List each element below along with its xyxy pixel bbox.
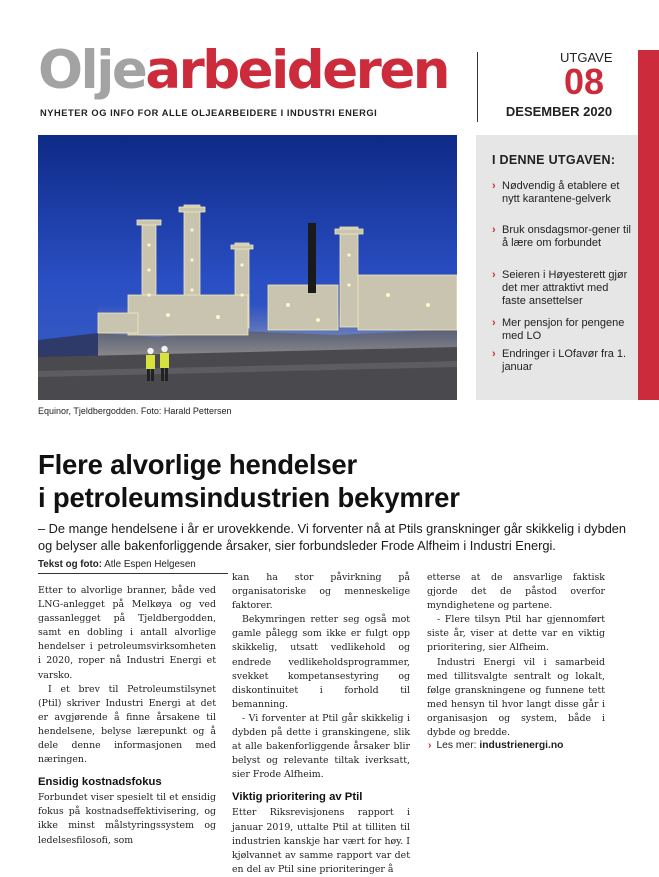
chevron-right-icon: › — [492, 224, 496, 236]
article-headline — [38, 448, 628, 514]
sidebar-item[interactable]: › Bruk onsdagsmor-gener til å lære om forbundet — [492, 224, 632, 250]
issue-date: DESEMBER 2020 — [505, 104, 613, 119]
paragraph: etterse at de ansvarlige faktisk gjorde det de påstod overfor myndighetene og partene. — [427, 572, 605, 612]
byline-divider — [38, 573, 228, 574]
article-column-2 — [232, 571, 410, 877]
logo-part-1: Olje — [38, 40, 146, 101]
sidebar-item[interactable]: › Seieren i Høyesterett gjør det mer attraktivt med faste ansettelser — [492, 269, 628, 308]
paragraph: I et brev til Petroleumstilsynet (Ptil) skriver Industri Energi at det er avgjørende å finne årsakene til hendelsene, belyse lærepunkt og å dele denne informasjonen med næringen. — [38, 683, 216, 766]
masthead-logo — [38, 40, 448, 101]
paragraph: Forbundet viser spesielt til et ensidig fokus på kostnadseffektivisering, og ikke minst målstyringssystem og ledelsesfilosofi, som — [38, 792, 216, 846]
article-column-3 — [427, 571, 605, 740]
tagline: NYHETER OG INFO FOR ALLE OLJEARBEIDERE I INDUSTRI ENERGI — [40, 108, 378, 118]
chevron-right-icon: › — [492, 317, 496, 329]
paragraph: Bekymringen retter seg også mot gamle pålegg som ikke er fulgt opp skikkelig, utsatt vedlikehold og endrede vedlikeholdsprogrammer, svekket kompetansestyring og diskontinuitet i forhold til bemanning. — [232, 614, 410, 710]
read-more-label: Les mer: — [436, 740, 477, 751]
chevron-right-icon: › — [492, 348, 496, 360]
issue-label: UTGAVE — [560, 50, 613, 65]
cover-photo — [38, 135, 457, 400]
photo-caption: Equinor, Tjeldbergodden. Foto: Harald Pettersen — [38, 406, 232, 416]
paragraph: - Vi forventer at Ptil går skikkelig i dybden på dette i granskingene, slik at alle bakenforliggende årsaker blir belyst og relevante tiltak iverksatt, sier Frode Alfheim. — [232, 712, 410, 781]
subheading: Viktig prioritering av Ptil — [232, 791, 363, 804]
accent-bar — [638, 50, 659, 400]
article-column-1 — [38, 584, 216, 848]
chevron-right-icon: › — [492, 269, 496, 281]
sidebar-item[interactable]: › Mer pensjon for pengene med LO — [492, 317, 625, 343]
byline — [38, 559, 196, 570]
paragraph: Industri Energi vil i samarbeid med tillitsvalgte sentralt og lokalt, følge granskningene og funnene tett med hensyn til hvor langt disse går i organisasjon og system, både i dybde og bredde. — [427, 656, 605, 739]
read-more[interactable] — [428, 740, 563, 751]
sidebar-item[interactable]: › Nødvendig å etablere et nytt karantene-gelverk — [492, 180, 620, 206]
paragraph: Etter to alvorlige branner, både ved LNG-anlegget på Melkøya og ved gassanlegget på Tjeldbergodden, samt en dobling i antall alvorlige hendelser i petroleumsvirksomheten i 2020, roper nå Industri Energi et varsko. — [38, 585, 216, 681]
sidebar-title: I DENNE UTGAVEN: — [492, 153, 616, 167]
paragraph: kan ha stor påvirkning på organisatoriske og menneskelige faktorer. — [232, 572, 410, 612]
paragraph: Etter Riksrevisjonens rapport i januar 2019, uttalte Ptil at tilliten til industrien kanskje har vært for høy. I kjølvannet av samme rapport var det en del av Ptil sine prioriteringer å — [232, 807, 410, 875]
logo-part-2: arbeideren — [145, 40, 448, 101]
byline-label: Tekst og foto: — [38, 559, 103, 570]
masthead-divider — [477, 52, 478, 122]
chevron-right-icon: › — [428, 740, 432, 751]
read-more-link[interactable]: industrienergi.no — [479, 740, 564, 751]
chevron-right-icon: › — [492, 180, 496, 192]
headline-line-1: Flere alvorlige hendelser — [38, 449, 358, 480]
byline-name: Atle Espen Helgesen — [104, 559, 196, 570]
issue-number: 08 — [563, 61, 605, 102]
headline-line-2: i petroleumsindustrien bekymrer — [38, 482, 460, 513]
paragraph: - Flere tilsyn Ptil har gjennomført siste år, viser at dette var en viktig prioritering, sier Alfheim. — [427, 614, 605, 654]
sidebar-item[interactable]: › Endringer i LOfavør fra 1. januar — [492, 348, 627, 374]
article-lead: – De mange hendelsene i år er urovekkende. Vi forventer nå at Ptils granskninger går skikkelig i dybden og belyser alle bakenforliggende årsaker, sier forbundsleder Frode Alfheim i Industri Energi. — [38, 521, 627, 553]
subheading: Ensidig kostnadsfokus — [38, 776, 162, 789]
